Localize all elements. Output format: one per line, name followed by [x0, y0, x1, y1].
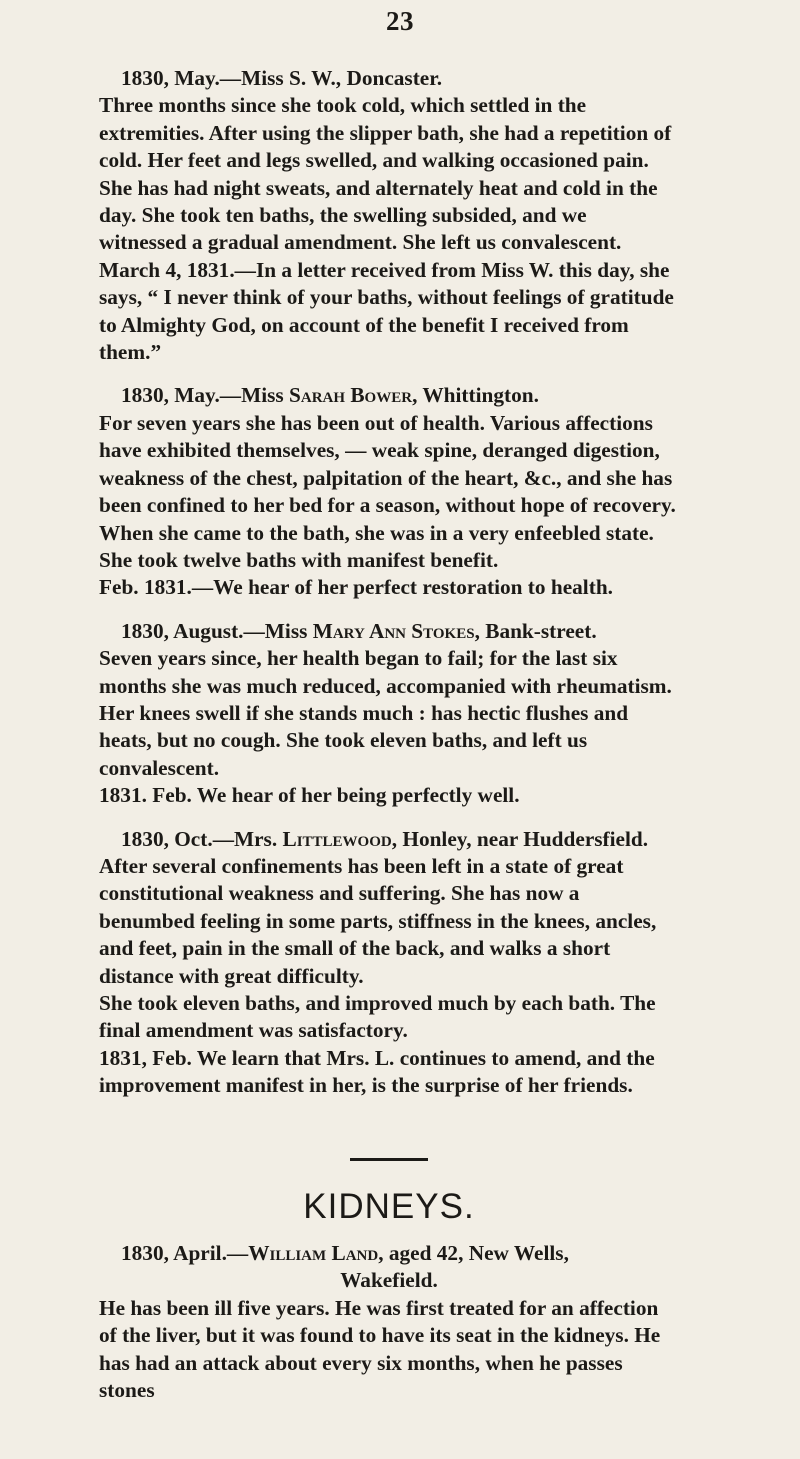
patient-place: Whittington.: [422, 383, 539, 408]
patient-title: Mrs.: [233, 826, 283, 851]
page-number: 23: [386, 6, 414, 36]
patient-title: Miss: [264, 618, 313, 643]
case-heading: 1830, Oct.—Mrs. Littlewood, Honley, near Huddersfield.: [121, 826, 649, 851]
case-date: 1830, April.: [121, 1241, 227, 1266]
case-paragraph: Three months since she took cold, which settled in the extremities. After using the slipper bath, she had a repetition of cold. Her feet and legs swelled, and walking occasioned pain. She has had night sweats, and alternately heat and cold in the day. She took ten baths, the swelling subsided, and we witnessed a gradual amendment. She left us convalescent.: [99, 93, 672, 255]
case-entry-mary-ann-stokes: [99, 618, 679, 810]
case-date: 1830, May.: [121, 66, 220, 90]
case-date: 1830, Oct.: [121, 826, 213, 851]
case-heading: 1830, August.—Miss Mary Ann Stokes, Bank-street.: [121, 618, 597, 643]
case-entry-littlewood: [99, 826, 679, 1100]
patient-name: William Land: [248, 1241, 379, 1266]
follow-up-paragraph: Feb. 1831.—We hear of her perfect restoration to health.: [99, 575, 613, 600]
case-date: 1830, August.: [121, 618, 244, 643]
case-paragraph: After several confinements has been left in a state of great constitutional weakness and suffering. She has now a benumbed feeling in some parts, stiffness in the knees, ancles, and feet, pain in the small of the back, and walks a short distance with great difficulty.: [99, 853, 657, 988]
patient-place: Wakefield.: [340, 1268, 438, 1293]
case-entry-miss-s-w: [99, 65, 679, 366]
follow-up-paragraph: 1831. Feb. We hear of her being perfectly well.: [99, 783, 520, 808]
case-paragraph: For seven years she has been out of health. Various affections have exhibited themselves, — weak spine, deranged digestion, weakness of the chest, palpitation of the heart, &c., and she has been confined to her bed for a season, without hope of recovery. When she came to the bath, she was in a very enfeebled state. She took twelve baths with manifest benefit.: [99, 410, 676, 572]
section-title: KIDNEYS.: [303, 1186, 475, 1226]
patient-name: Littlewood: [282, 826, 392, 851]
follow-up-paragraph: 1831, Feb. We learn that Mrs. L. continues to amend, and the improvement manifest in her, is the surprise of her friends.: [99, 1045, 655, 1098]
page-content: [99, 65, 679, 1404]
patient-place: Doncaster.: [346, 66, 443, 90]
case-heading: 1830, April.—William Land, aged 42, New Wells,: [121, 1241, 569, 1266]
case-paragraph: Seven years since, her health began to fail; for the last six months she was much reduced, accompanied with rheumatism. Her knees swell if she stands much : has hectic flushes and heats, but no cough. She took eleven baths, and left us convalescent.: [99, 646, 672, 780]
patient-name: Sarah Bower: [289, 383, 413, 408]
section-divider-rule: [350, 1158, 428, 1161]
case-paragraph: He has been ill five years. He was first treated for an affection of the liver, but it was found to have its seat in the kidneys. He has had an attack about every six months, when he passes stones: [99, 1295, 661, 1403]
patient-title: Miss: [241, 383, 290, 408]
case-date: 1830, May.: [121, 383, 220, 408]
patient-name: Mary Ann Stokes: [312, 618, 475, 643]
patient-details: aged 42, New Wells,: [388, 1241, 569, 1266]
case-entry-william-land: [99, 1240, 679, 1404]
patient-place: Bank-street.: [485, 618, 597, 643]
case-entry-sarah-bower: [99, 382, 679, 601]
follow-up-paragraph: She took eleven baths, and improved much by each bath. The final amendment was satisfactory.: [99, 991, 656, 1043]
patient-name: Miss S. W.: [241, 66, 336, 90]
patient-place: Honley, near Huddersfield.: [402, 826, 649, 851]
case-heading: 1830, May.—Miss S. W., Doncaster.: [121, 66, 443, 90]
follow-up-paragraph: March 4, 1831.—In a letter received from Miss W. this day, she says, “ I never think of your baths, without feelings of gratitude to Almighty God, on account of the benefit I received from them.”: [99, 257, 674, 365]
case-heading: 1830, May.—Miss Sarah Bower, Whittington.: [121, 383, 539, 408]
